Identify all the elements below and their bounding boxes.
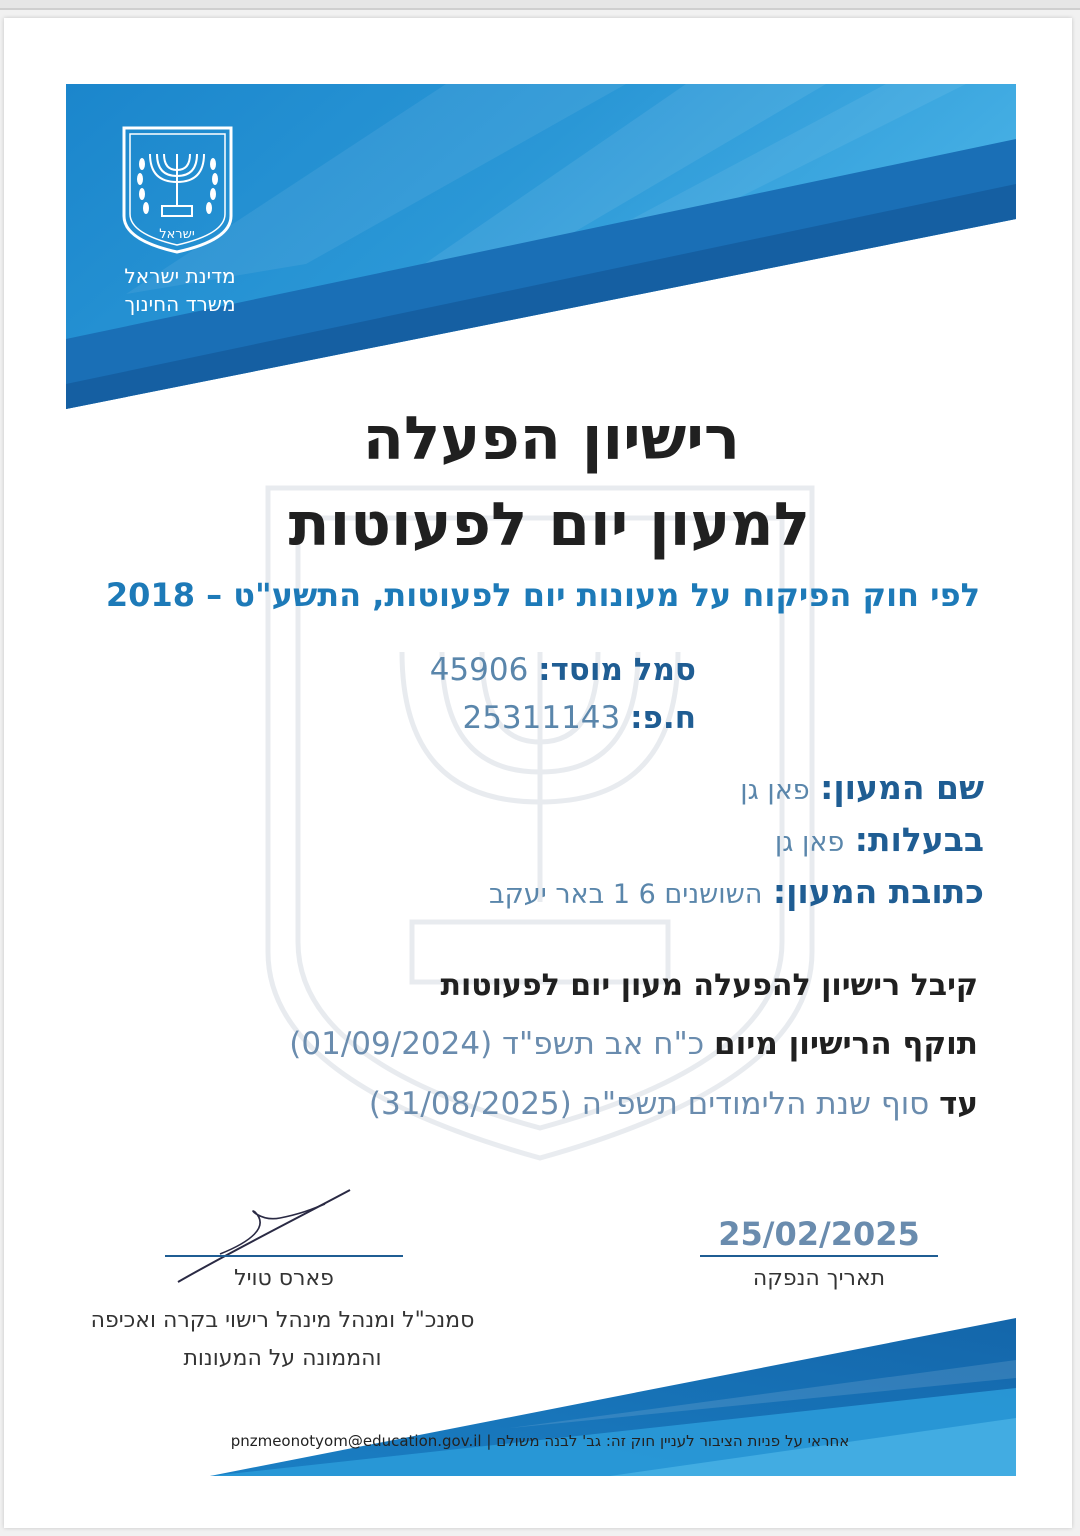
emblem-text: ישראל [159, 227, 195, 242]
address-label: כתובת המעון: [772, 872, 984, 911]
owner-label: בבעלות: [854, 820, 984, 859]
valid-from-row [289, 1026, 978, 1062]
issue-date: 25/02/2025 [718, 1215, 920, 1253]
daycare-name-label: שם המעון: [820, 768, 984, 807]
valid-until-value: סוף שנת הלימודים תשפ"ה (31/08/2025) [368, 1086, 930, 1122]
company-id-label: ח.פ: [630, 700, 696, 736]
valid-until-label: עד [939, 1086, 978, 1122]
valid-from-label: תוקף הרישיון מיום [714, 1026, 978, 1062]
license-title: רישיון הפעלה [362, 404, 740, 474]
signature-underline [165, 1255, 403, 1257]
owner-value: פאן גן [774, 827, 845, 858]
company-id-value: 25311143 [462, 700, 621, 736]
footer-contact [180, 1432, 900, 1450]
issue-date-box [700, 1214, 938, 1254]
footer-separator: | [486, 1432, 492, 1450]
institution-code-label: סמל מוסד: [538, 652, 696, 688]
ministry-line-2: משרד החינוך [124, 292, 236, 316]
signer-role-line-1: סמנכ"ל ומנהל מינהל רישוי בקרה ואכיפה [90, 1308, 475, 1333]
issue-date-underline [700, 1255, 938, 1257]
daycare-name-row [740, 768, 984, 807]
menorah-emblem-icon [120, 124, 235, 256]
signer-role-line-2: והממונה על המעונות [183, 1346, 382, 1371]
ministry-line-1: מדינת ישראל [124, 264, 236, 288]
company-id-row [462, 700, 696, 736]
issue-date-label: תאריך הנפקה [752, 1266, 886, 1291]
valid-until-row [369, 1086, 978, 1122]
institution-code-row [430, 652, 696, 688]
footer-responsible: אחראי על פניות הציבור לעניין חוק זה: גב' לבנה משולם [496, 1432, 850, 1450]
address-value: השושנים 6 1 באר יעקב [489, 879, 763, 910]
law-reference: לפי חוק הפיקוח על מעונות יום לפעוטות, התשע"ט – 2018 [105, 576, 980, 614]
received-statement: קיבל רישיון להפעלה מעון יום לפעוטות [440, 968, 978, 1003]
signer-name: פארס טויל [234, 1266, 334, 1291]
valid-from-value: כ"ח אב תשפ"ד (01/09/2024) [289, 1026, 705, 1062]
institution-code-value: 45906 [429, 652, 529, 688]
footer-banner [210, 1318, 1016, 1476]
owner-row [775, 820, 984, 859]
license-subtitle: למעון יום לפעוטות [288, 490, 810, 560]
ministry-name [100, 262, 260, 318]
viewer-top-bar [0, 0, 1080, 10]
footer-email[interactable]: pnzmeonotyom@education.gov.il [230, 1432, 482, 1450]
daycare-name-value: פאן גן [740, 775, 810, 806]
address-row [489, 872, 984, 911]
